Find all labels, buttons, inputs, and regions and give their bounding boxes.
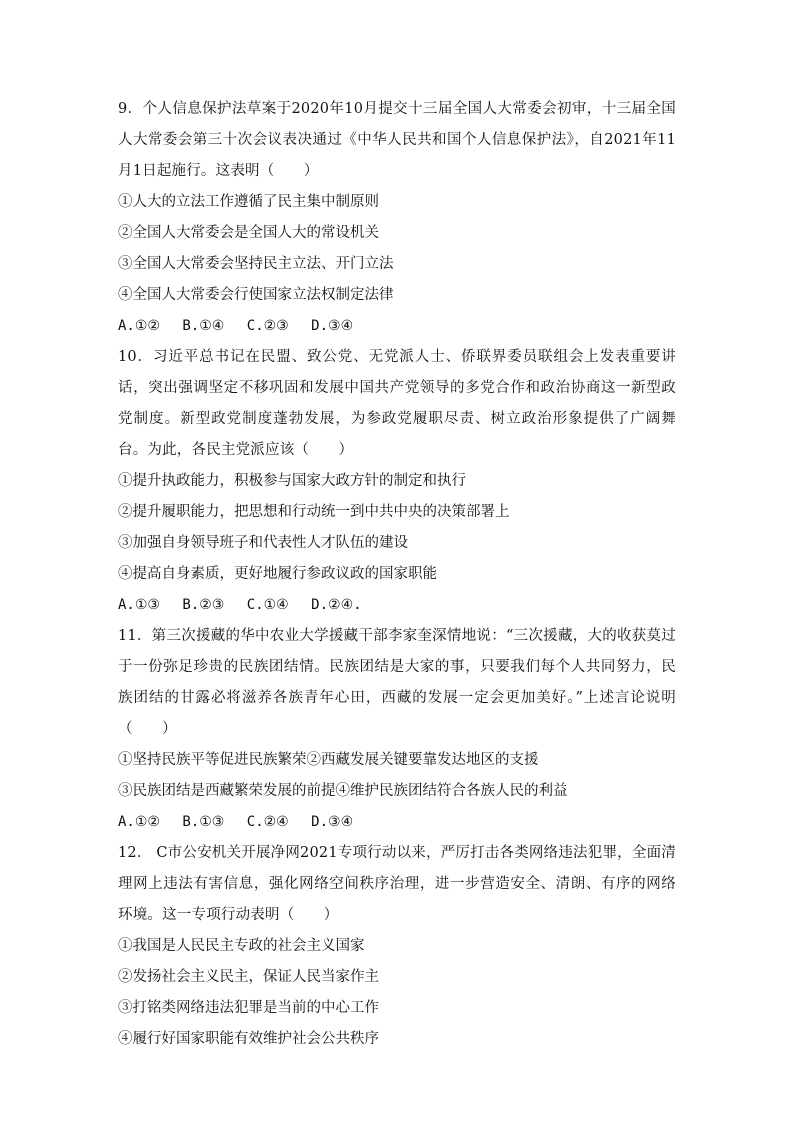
option-2: ③民族团结是西藏繁荣发展的前提④维护民族团结符合各族人民的利益 bbox=[118, 783, 568, 799]
question-stem: 10．习近平总书记在民盟、致公党、无党派人士、侨联界委员联组会上发表重要讲话，突出强调坚定不移巩固和发展中国共产党领导的多党合作和政治协商这一新型政党制度。新型政党制度蓬勃发展，为参政党履职尽责、树立政治形象提供了广阔舞台。为此，各民主党派应该（ ） bbox=[118, 349, 676, 458]
question-11 bbox=[118, 621, 676, 838]
option-4: ④提高自身素质，更好地履行参政议政的国家职能 bbox=[118, 566, 437, 582]
option-3: ③全国人大常委会坚持民主立法、开门立法 bbox=[118, 256, 394, 272]
option-1: ①提升执政能力，积极参与国家大政方针的制定和执行 bbox=[118, 473, 466, 489]
option-2: ②全国人大常委会是全国人大的常设机关 bbox=[118, 225, 379, 241]
question-stem: 12． C市公安机关开展净网2021专项行动以来，严厉打击各类网络违法犯罪，全面清理网上违法有害信息，强化网络空间秩序治理，进一步营造安全、清朗、有序的网络环境。这一专项行动表明（ ） bbox=[118, 845, 676, 923]
option-2: ②发扬社会主义民主，保证人民当家作主 bbox=[118, 969, 379, 985]
option-3: ③打铭类网络违法犯罪是当前的中心工作 bbox=[118, 1000, 379, 1016]
question-10 bbox=[118, 342, 676, 621]
answer-choices: A.①② B.①③ C.②④ D.③④ bbox=[118, 814, 354, 830]
question-stem: 11．第三次援藏的华中农业大学援藏干部李家奎深情地说：“三次援藏，大的收获莫过于一份弥足珍贵的民族团结情。民族团结是大家的事，只要我们每个人共同努力，民族团结的甘露必将滋养各族青年心田，西藏的发展一定会更加美好。”上述言论说明（ ） bbox=[118, 628, 676, 737]
question-list bbox=[118, 94, 676, 1055]
option-4: ④全国人大常委会行使国家立法权制定法律 bbox=[118, 287, 394, 303]
option-1: ①坚持民族平等促进民族繁荣②西藏发展关键要靠发达地区的支援 bbox=[118, 752, 539, 768]
question-12 bbox=[118, 838, 676, 1055]
question-stem: 9．个人信息保护法草案于2020年10月提交十三届全国人大常委会初审，十三届全国人大常委会第三十次会议表决通过《中华人民共和国个人信息保护法》，自2021年11月1日起施行。这表明（ ） bbox=[118, 101, 676, 179]
option-3: ③加强自身领导班子和代表性人才队伍的建设 bbox=[118, 535, 408, 551]
option-1: ①我国是人民民主专政的社会主义国家 bbox=[118, 938, 365, 954]
question-9 bbox=[118, 94, 676, 342]
answer-choices: A.①② B.①④ C.②③ D.③④ bbox=[118, 318, 354, 334]
answer-choices: A.①③ B.②③ C.①④ D.②④. bbox=[118, 597, 362, 613]
option-2: ②提升履职能力，把思想和行动统一到中共中央的决策部署上 bbox=[118, 504, 510, 520]
option-1: ①人大的立法工作遵循了民主集中制原则 bbox=[118, 194, 379, 210]
option-4: ④履行好国家职能有效维护社会公共秩序 bbox=[118, 1031, 379, 1047]
